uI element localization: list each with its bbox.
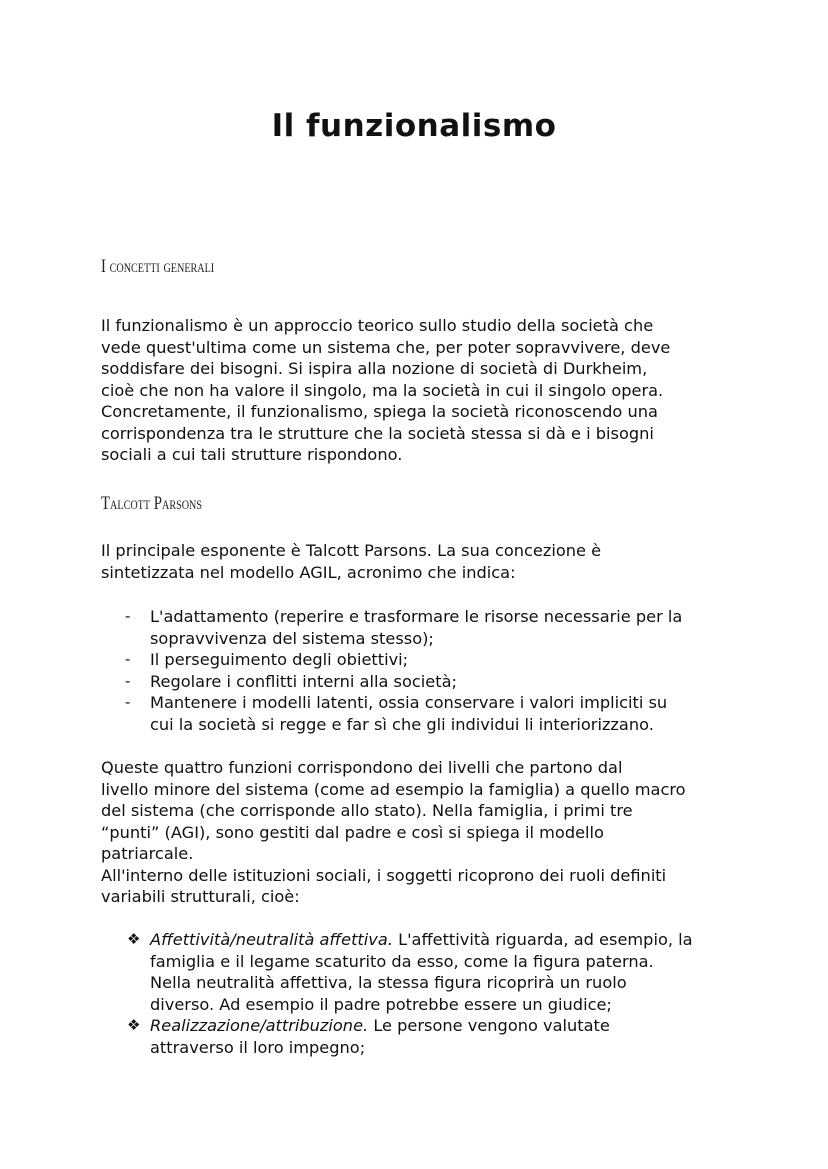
- paragraph-line: sintetizzata nel modello AGIL, acronimo che indica:: [101, 562, 516, 582]
- list-item-line: sopravvivenza del sistema stesso);: [150, 628, 434, 648]
- section-heading-concetti: I concetti generali: [101, 256, 215, 277]
- paragraph-line: del sistema (che corrisponde allo stato). Nella famiglia, i primi tre: [101, 801, 633, 820]
- list-item-line: cui la società si regge e far sì che gli individui li interiorizzano.: [150, 714, 654, 734]
- paragraph-line: All'interno delle istituzioni sociali, i soggetti ricoprono dei ruoli definiti: [101, 865, 667, 885]
- bullet-term: Realizzazione/attribuzione.: [150, 1016, 369, 1035]
- paragraph-line: Il funzionalismo è un approccio teorico sullo studio della società che: [101, 316, 654, 335]
- bullet-text: L'affettività riguarda, ad esempio, la: [392, 930, 693, 949]
- section-heading-parsons: Talcott Parsons: [101, 493, 203, 514]
- list-item-line: [150, 929, 693, 950]
- paragraph-line: soddisfare dei bisogni. Si ispira alla nozione di società di Durkheim,: [101, 359, 648, 378]
- paragraph-line: sociali a cui tali strutture rispondono.: [101, 445, 403, 464]
- paragraph-line: Il principale esponente è Talcott Parsons. La sua concezione è: [101, 541, 602, 560]
- paragraph-line: Concretamente, il funzionalismo, spiega la società riconoscendo una: [101, 402, 658, 421]
- paragraph-line: variabili strutturali, cioè:: [101, 887, 300, 906]
- paragraph-line: cioè che non ha valore il singolo, ma la società in cui il singolo opera.: [101, 380, 664, 400]
- list-item-line: [150, 1015, 610, 1036]
- paragraph-line: corrispondenza tra le strutture che la società stessa si dà e i bisogni: [101, 423, 654, 443]
- list-item-line: attraverso il loro impegno;: [150, 1037, 366, 1057]
- paragraph-line: “punti” (AGI), sono gestiti dal padre e così si spiega il modello: [101, 822, 604, 842]
- dash-bullet-icon: -: [125, 650, 131, 668]
- diamond-bullet-icon: ❖: [127, 1016, 141, 1034]
- list-item-line: Regolare i conflitti interni alla società;: [150, 671, 457, 691]
- paragraph-line: patriarcale.: [101, 844, 194, 863]
- dash-bullet-icon: -: [125, 607, 131, 625]
- list-item-line: famiglia e il legame scaturito da esso, come la figura paterna.: [150, 951, 654, 971]
- dash-bullet-icon: -: [125, 671, 131, 690]
- paragraph-line: livello minore del sistema (come ad esempio la famiglia) a quello macro: [101, 779, 686, 799]
- diamond-bullet-icon: ❖: [127, 930, 141, 948]
- paragraph-line: Queste quattro funzioni corrispondono dei livelli che partono dal: [101, 758, 623, 777]
- list-item-line: Mantenere i modelli latenti, ossia conservare i valori impliciti su: [150, 693, 668, 712]
- bullet-term: Affettività/neutralità affettiva.: [150, 930, 393, 949]
- paragraph-line: vede quest'ultima come un sistema che, per poter sopravvivere, deve: [101, 337, 671, 357]
- page-title: Il funzionalismo: [271, 108, 557, 144]
- list-item-line: L'adattamento (reperire e trasformare le risorse necessarie per la: [150, 607, 683, 626]
- bullet-text: Le persone vengono valutate: [368, 1016, 610, 1035]
- list-item-line: diverso. Ad esempio il padre potrebbe essere un giudice;: [150, 994, 612, 1014]
- list-item-line: Nella neutralità affettiva, la stessa figura ricoprirà un ruolo: [150, 973, 627, 992]
- dash-bullet-icon: -: [125, 693, 131, 711]
- list-item-line: Il perseguimento degli obiettivi;: [150, 650, 409, 669]
